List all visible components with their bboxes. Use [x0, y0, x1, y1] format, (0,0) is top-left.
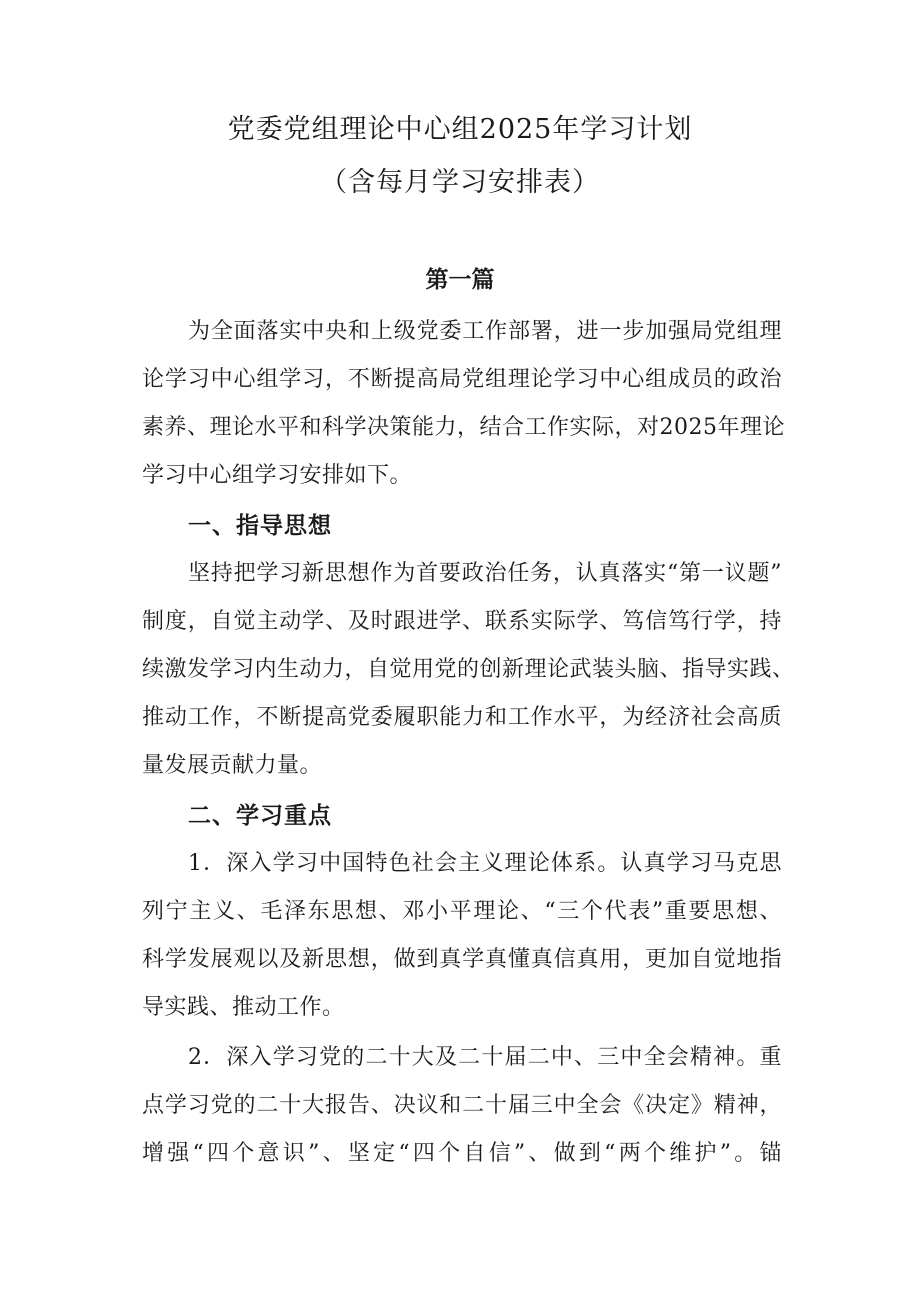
item1-line-3: 科学发展观以及新思想，做到真学真懂真信真用，更加自觉地指: [142, 947, 782, 972]
section1-line-5: 量发展贡献力量。: [142, 753, 323, 778]
intro-line-2: 论学习中心组学习，不断提高局党组理论学习中心组成员的政治: [142, 367, 782, 392]
intro-line-3: 素养、理论水平和科学决策能力，结合工作实际，对2025年理论: [142, 415, 785, 440]
item1-line-1: 1．深入学习中国特色社会主义理论体系。认真学习马克思: [188, 851, 782, 876]
item1-line-2: 列宁主义、毛泽东思想、邓小平理论、“三个代表”重要思想、: [142, 899, 782, 924]
document-subtitle: （含每月学习安排表）: [320, 167, 600, 198]
section-heading-guiding-thought: 一、指导思想: [188, 513, 332, 539]
chapter-heading: 第一篇: [425, 267, 495, 293]
intro-line-4: 学习中心组学习安排如下。: [142, 463, 413, 488]
section1-line-2: 制度，自觉主动学、及时跟进学、联系实际学、笃信笃行学，持: [142, 609, 782, 634]
item1-line-4: 导实践、推动工作。: [142, 995, 345, 1020]
item2-line-1: 2．深入学习党的二十大及二十届二中、三中全会精神。重: [188, 1045, 782, 1070]
section1-line-4: 推动工作，不断提高党委履职能力和工作水平，为经济社会高质: [142, 705, 782, 730]
item2-line-2: 点学习党的二十大报告、决议和二十届三中全会《决定》精神，: [142, 1093, 782, 1118]
section-heading-key-points: 二、学习重点: [188, 803, 332, 829]
intro-line-1: 为全面落实中央和上级党委工作部署，进一步加强局党组理: [188, 319, 782, 344]
section1-line-1: 坚持把学习新思想作为首要政治任务，认真落实“第一议题”: [188, 561, 782, 586]
document-title: 党委党组理论中心组2025年学习计划: [227, 114, 693, 145]
section1-line-3: 续激发学习内生动力，自觉用党的创新理论武装头脑、指导实践、: [142, 657, 795, 682]
item2-line-3: 增强“四个意识”、坚定“四个自信”、做到“两个维护”。锚: [142, 1141, 782, 1166]
